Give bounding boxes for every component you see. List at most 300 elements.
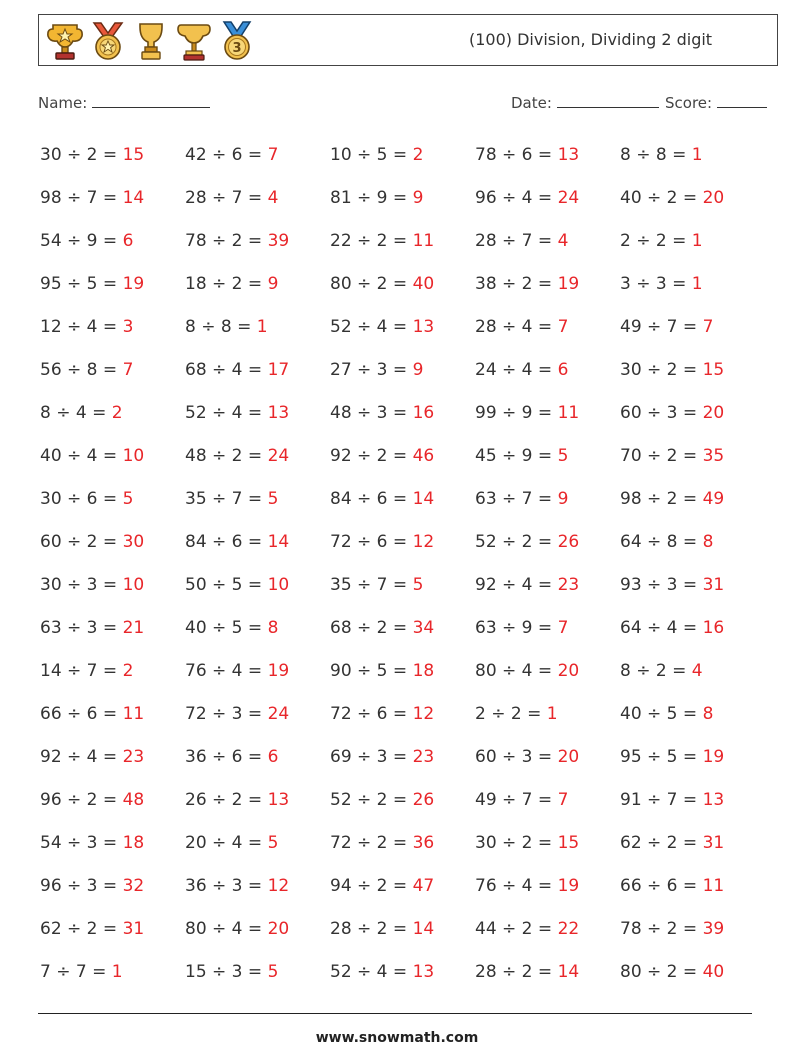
problem-question: 98 ÷ 7 = xyxy=(40,188,123,208)
problem-question: 27 ÷ 3 = xyxy=(330,360,413,380)
problem-item xyxy=(620,221,703,264)
problem-answer: 15 xyxy=(702,360,725,380)
problem-item xyxy=(620,393,724,436)
problem-item xyxy=(40,436,144,479)
problem-item xyxy=(620,608,724,651)
problem-answer: 2 xyxy=(111,403,123,423)
problem-item xyxy=(185,866,289,909)
problem-item xyxy=(330,608,434,651)
problem-question: 80 ÷ 2 = xyxy=(330,274,413,294)
problem-item xyxy=(40,909,144,952)
problem-answer: 10 xyxy=(122,575,145,595)
problem-answer: 13 xyxy=(412,962,435,982)
problem-question: 64 ÷ 4 = xyxy=(620,618,703,638)
problem-answer: 1 xyxy=(691,274,703,294)
problem-answer: 31 xyxy=(702,833,725,853)
problem-question: 28 ÷ 4 = xyxy=(475,317,558,337)
problem-item xyxy=(620,522,713,565)
problem-question: 14 ÷ 7 = xyxy=(40,661,123,681)
problem-item xyxy=(330,178,423,221)
problem-answer: 7 xyxy=(557,317,569,337)
problem-question: 78 ÷ 6 = xyxy=(475,145,558,165)
problem-answer: 1 xyxy=(691,231,703,251)
problem-answer: 5 xyxy=(267,962,279,982)
trophy-plain-icon xyxy=(131,19,171,63)
problem-row xyxy=(40,823,770,866)
problem-question: 68 ÷ 2 = xyxy=(330,618,413,638)
problem-answer: 7 xyxy=(702,317,714,337)
problem-answer: 14 xyxy=(122,188,145,208)
problem-item xyxy=(185,737,278,780)
problem-question: 45 ÷ 9 = xyxy=(475,446,558,466)
problem-item xyxy=(475,565,579,608)
problem-item xyxy=(330,479,434,522)
problem-question: 40 ÷ 5 = xyxy=(185,618,268,638)
problem-item xyxy=(40,264,144,307)
svg-text:3: 3 xyxy=(232,41,242,56)
problem-answer: 1 xyxy=(111,962,123,982)
problem-question: 93 ÷ 3 = xyxy=(620,575,703,595)
problem-question: 24 ÷ 4 = xyxy=(475,360,558,380)
problem-answer: 1 xyxy=(691,145,703,165)
problem-answer: 5 xyxy=(122,489,134,509)
problem-question: 40 ÷ 5 = xyxy=(620,704,703,724)
name-label: Name: xyxy=(38,94,88,112)
problem-item xyxy=(185,307,268,350)
problem-question: 98 ÷ 2 = xyxy=(620,489,703,509)
problem-question: 30 ÷ 2 = xyxy=(40,145,123,165)
problem-answer: 31 xyxy=(702,575,725,595)
problem-item xyxy=(185,135,278,178)
problem-item xyxy=(330,350,423,393)
name-field xyxy=(38,93,210,112)
problem-question: 78 ÷ 2 = xyxy=(185,231,268,251)
problem-answer: 24 xyxy=(267,446,290,466)
problem-question: 76 ÷ 4 = xyxy=(475,876,558,896)
problem-question: 30 ÷ 6 = xyxy=(40,489,123,509)
problem-answer: 18 xyxy=(412,661,435,681)
problem-item xyxy=(475,866,579,909)
problem-answer: 2 xyxy=(412,145,424,165)
trophy-row xyxy=(45,19,260,63)
problem-row xyxy=(40,479,770,522)
problem-row xyxy=(40,307,770,350)
problem-answer: 8 xyxy=(267,618,279,638)
problem-answer: 13 xyxy=(267,403,290,423)
problem-answer: 12 xyxy=(267,876,290,896)
problem-answer: 15 xyxy=(122,145,145,165)
date-label: Date: xyxy=(511,94,552,112)
problem-item xyxy=(475,264,579,307)
problem-item xyxy=(330,307,434,350)
problem-answer: 13 xyxy=(557,145,580,165)
problem-item xyxy=(330,952,434,995)
problem-answer: 10 xyxy=(122,446,145,466)
problem-answer: 11 xyxy=(557,403,580,423)
problem-answer: 7 xyxy=(557,618,569,638)
problem-question: 95 ÷ 5 = xyxy=(620,747,703,767)
problem-answer: 7 xyxy=(267,145,279,165)
problem-question: 91 ÷ 7 = xyxy=(620,790,703,810)
problem-item xyxy=(40,565,144,608)
problem-item xyxy=(475,135,579,178)
problem-question: 56 ÷ 8 = xyxy=(40,360,123,380)
problem-item xyxy=(475,221,568,264)
problem-question: 92 ÷ 4 = xyxy=(475,575,558,595)
problem-answer: 13 xyxy=(267,790,290,810)
problem-item xyxy=(330,436,434,479)
problem-answer: 14 xyxy=(412,919,435,939)
problem-question: 52 ÷ 4 = xyxy=(330,317,413,337)
problem-item xyxy=(330,694,434,737)
problem-row xyxy=(40,522,770,565)
problem-answer: 11 xyxy=(702,876,725,896)
problem-question: 12 ÷ 4 = xyxy=(40,317,123,337)
problem-answer: 35 xyxy=(702,446,725,466)
problem-row xyxy=(40,866,770,909)
problem-item xyxy=(185,952,278,995)
problem-item xyxy=(40,780,144,823)
problem-question: 70 ÷ 2 = xyxy=(620,446,703,466)
problem-question: 52 ÷ 4 = xyxy=(185,403,268,423)
problem-item xyxy=(185,350,289,393)
problem-answer: 5 xyxy=(412,575,424,595)
problem-item xyxy=(475,178,579,221)
problem-item xyxy=(475,307,568,350)
problem-answer: 30 xyxy=(122,532,145,552)
problem-item xyxy=(475,909,579,952)
problem-item xyxy=(185,479,278,522)
problem-answer: 20 xyxy=(702,188,725,208)
problem-question: 54 ÷ 9 = xyxy=(40,231,123,251)
problem-item xyxy=(40,651,133,694)
problem-question: 50 ÷ 5 = xyxy=(185,575,268,595)
problem-item xyxy=(40,393,123,436)
problem-row xyxy=(40,135,770,178)
problem-answer: 40 xyxy=(702,962,725,982)
problem-question: 28 ÷ 2 = xyxy=(475,962,558,982)
problem-item xyxy=(475,780,568,823)
problem-item xyxy=(620,823,724,866)
date-blank xyxy=(557,93,659,108)
problem-item xyxy=(40,307,133,350)
problem-item xyxy=(475,522,579,565)
problem-row xyxy=(40,694,770,737)
problem-item xyxy=(330,823,434,866)
problem-question: 92 ÷ 2 = xyxy=(330,446,413,466)
problem-item xyxy=(330,393,434,436)
problem-item xyxy=(40,350,133,393)
problem-question: 72 ÷ 6 = xyxy=(330,532,413,552)
problem-item xyxy=(185,178,278,221)
problem-row xyxy=(40,952,770,995)
problem-question: 30 ÷ 3 = xyxy=(40,575,123,595)
problem-answer: 39 xyxy=(702,919,725,939)
problem-item xyxy=(475,823,579,866)
problem-question: 7 ÷ 7 = xyxy=(40,962,112,982)
problem-question: 38 ÷ 2 = xyxy=(475,274,558,294)
problem-question: 63 ÷ 9 = xyxy=(475,618,558,638)
problem-answer: 6 xyxy=(267,747,279,767)
problem-item xyxy=(620,780,724,823)
problem-answer: 21 xyxy=(122,618,145,638)
problem-question: 62 ÷ 2 = xyxy=(620,833,703,853)
problem-question: 52 ÷ 2 = xyxy=(475,532,558,552)
problem-question: 26 ÷ 2 = xyxy=(185,790,268,810)
problem-question: 8 ÷ 2 = xyxy=(620,661,692,681)
problem-answer: 26 xyxy=(557,532,580,552)
problem-question: 99 ÷ 9 = xyxy=(475,403,558,423)
worksheet-header xyxy=(38,14,778,66)
problem-answer: 7 xyxy=(122,360,134,380)
problem-item xyxy=(330,522,434,565)
problem-question: 28 ÷ 7 = xyxy=(185,188,268,208)
problem-answer: 24 xyxy=(557,188,580,208)
problem-item xyxy=(620,350,724,393)
problem-answer: 20 xyxy=(267,919,290,939)
problem-question: 94 ÷ 2 = xyxy=(330,876,413,896)
problem-answer: 9 xyxy=(412,360,424,380)
problem-item xyxy=(475,952,579,995)
problem-answer: 6 xyxy=(122,231,134,251)
problem-answer: 32 xyxy=(122,876,145,896)
problem-answer: 19 xyxy=(557,274,580,294)
problem-item xyxy=(40,135,144,178)
problem-question: 22 ÷ 2 = xyxy=(330,231,413,251)
problem-answer: 19 xyxy=(702,747,725,767)
problem-answer: 16 xyxy=(702,618,725,638)
problem-item xyxy=(620,909,724,952)
problem-answer: 1 xyxy=(256,317,268,337)
problem-item xyxy=(40,479,133,522)
problem-question: 80 ÷ 4 = xyxy=(475,661,558,681)
problem-answer: 18 xyxy=(122,833,145,853)
problem-question: 60 ÷ 3 = xyxy=(620,403,703,423)
problem-item xyxy=(475,479,568,522)
problem-answer: 10 xyxy=(267,575,290,595)
problem-answer: 26 xyxy=(412,790,435,810)
problem-answer: 24 xyxy=(267,704,290,724)
problem-item xyxy=(40,608,144,651)
problem-item xyxy=(40,522,144,565)
problem-item xyxy=(185,393,289,436)
problem-question: 90 ÷ 5 = xyxy=(330,661,413,681)
problem-answer: 5 xyxy=(267,489,279,509)
problem-answer: 9 xyxy=(267,274,279,294)
problem-question: 42 ÷ 6 = xyxy=(185,145,268,165)
problem-item xyxy=(40,737,144,780)
problem-question: 3 ÷ 3 = xyxy=(620,274,692,294)
problem-answer: 11 xyxy=(122,704,145,724)
trophy-cup-icon xyxy=(174,19,214,63)
problem-question: 72 ÷ 6 = xyxy=(330,704,413,724)
problem-answer: 23 xyxy=(122,747,145,767)
problem-question: 18 ÷ 2 = xyxy=(185,274,268,294)
problem-item xyxy=(475,608,568,651)
problem-item xyxy=(330,737,434,780)
problem-item xyxy=(40,221,133,264)
problem-answer: 14 xyxy=(412,489,435,509)
problem-question: 60 ÷ 3 = xyxy=(475,747,558,767)
problem-answer: 47 xyxy=(412,876,435,896)
problem-item xyxy=(40,952,123,995)
problem-answer: 49 xyxy=(702,489,725,509)
problem-answer: 19 xyxy=(122,274,145,294)
problem-answer: 4 xyxy=(557,231,569,251)
problem-row xyxy=(40,221,770,264)
problem-item xyxy=(330,651,434,694)
name-blank xyxy=(92,93,210,108)
problem-item xyxy=(475,436,568,479)
problem-question: 78 ÷ 2 = xyxy=(620,919,703,939)
problem-item xyxy=(620,264,703,307)
problem-question: 76 ÷ 4 = xyxy=(185,661,268,681)
problem-item xyxy=(40,694,144,737)
problem-item xyxy=(185,651,289,694)
problem-answer: 14 xyxy=(267,532,290,552)
problem-item xyxy=(620,565,724,608)
problem-item xyxy=(620,479,724,522)
problem-question: 62 ÷ 2 = xyxy=(40,919,123,939)
problem-item xyxy=(620,651,703,694)
problem-item xyxy=(620,952,724,995)
problem-item xyxy=(330,221,434,264)
problem-answer: 23 xyxy=(412,747,435,767)
problem-item xyxy=(330,264,434,307)
problem-question: 15 ÷ 3 = xyxy=(185,962,268,982)
problem-item xyxy=(185,694,289,737)
score-field xyxy=(665,93,767,112)
problem-question: 60 ÷ 2 = xyxy=(40,532,123,552)
problem-item xyxy=(620,694,713,737)
problem-answer: 19 xyxy=(557,876,580,896)
problem-item xyxy=(330,135,423,178)
problem-answer: 9 xyxy=(412,188,424,208)
problem-row xyxy=(40,565,770,608)
problem-question: 68 ÷ 4 = xyxy=(185,360,268,380)
problem-item xyxy=(185,522,289,565)
problem-question: 80 ÷ 2 = xyxy=(620,962,703,982)
problem-answer: 39 xyxy=(267,231,290,251)
problem-question: 10 ÷ 5 = xyxy=(330,145,413,165)
problem-question: 63 ÷ 3 = xyxy=(40,618,123,638)
problem-item xyxy=(620,135,703,178)
problem-question: 30 ÷ 2 = xyxy=(475,833,558,853)
problem-question: 48 ÷ 2 = xyxy=(185,446,268,466)
problem-item xyxy=(620,436,724,479)
problem-question: 96 ÷ 4 = xyxy=(475,188,558,208)
problem-answer: 1 xyxy=(546,704,558,724)
problem-question: 69 ÷ 3 = xyxy=(330,747,413,767)
problem-answer: 22 xyxy=(557,919,580,939)
problem-item xyxy=(330,565,423,608)
problem-item xyxy=(475,694,558,737)
problem-item xyxy=(330,909,434,952)
problem-question: 8 ÷ 8 = xyxy=(185,317,257,337)
medal-star-icon xyxy=(88,19,128,63)
problem-answer: 4 xyxy=(267,188,279,208)
problem-answer: 19 xyxy=(267,661,290,681)
problem-question: 54 ÷ 3 = xyxy=(40,833,123,853)
problem-answer: 5 xyxy=(557,446,569,466)
problem-item xyxy=(475,393,579,436)
medal-three-icon xyxy=(217,19,257,63)
problem-question: 48 ÷ 3 = xyxy=(330,403,413,423)
problem-item xyxy=(620,737,724,780)
problem-item xyxy=(185,823,278,866)
problem-item xyxy=(40,866,144,909)
problem-question: 49 ÷ 7 = xyxy=(475,790,558,810)
problem-row xyxy=(40,780,770,823)
problem-row xyxy=(40,608,770,651)
problem-item xyxy=(185,608,278,651)
problem-item xyxy=(475,350,568,393)
problem-answer: 3 xyxy=(122,317,134,337)
problem-answer: 20 xyxy=(557,661,580,681)
problem-question: 36 ÷ 6 = xyxy=(185,747,268,767)
problem-answer: 20 xyxy=(702,403,725,423)
score-label: Score: xyxy=(665,94,713,112)
problem-question: 8 ÷ 4 = xyxy=(40,403,112,423)
problem-item xyxy=(475,737,579,780)
problem-question: 8 ÷ 8 = xyxy=(620,145,692,165)
problem-row xyxy=(40,737,770,780)
problem-question: 80 ÷ 4 = xyxy=(185,919,268,939)
problem-answer: 16 xyxy=(412,403,435,423)
problem-item xyxy=(185,264,278,307)
problem-question: 66 ÷ 6 = xyxy=(40,704,123,724)
problem-question: 96 ÷ 2 = xyxy=(40,790,123,810)
problem-item xyxy=(330,780,434,823)
trophy-star-icon xyxy=(45,19,85,63)
problem-row xyxy=(40,436,770,479)
problem-item xyxy=(185,780,289,823)
problem-item xyxy=(185,565,289,608)
problem-answer: 8 xyxy=(702,704,714,724)
problem-answer: 5 xyxy=(267,833,279,853)
problem-row xyxy=(40,264,770,307)
problem-row xyxy=(40,350,770,393)
problem-answer: 15 xyxy=(557,833,580,853)
problem-question: 35 ÷ 7 = xyxy=(185,489,268,509)
problem-answer: 31 xyxy=(122,919,145,939)
problem-question: 40 ÷ 4 = xyxy=(40,446,123,466)
problem-item xyxy=(185,436,289,479)
problem-answer: 46 xyxy=(412,446,435,466)
problem-question: 64 ÷ 8 = xyxy=(620,532,703,552)
problem-answer: 14 xyxy=(557,962,580,982)
problem-item xyxy=(620,866,724,909)
problem-answer: 48 xyxy=(122,790,145,810)
problem-question: 72 ÷ 3 = xyxy=(185,704,268,724)
problem-answer: 9 xyxy=(557,489,569,509)
problem-answer: 23 xyxy=(557,575,580,595)
problem-question: 2 ÷ 2 = xyxy=(475,704,547,724)
problem-answer: 34 xyxy=(412,618,435,638)
problem-question: 84 ÷ 6 = xyxy=(330,489,413,509)
problem-question: 92 ÷ 4 = xyxy=(40,747,123,767)
problem-item xyxy=(330,866,434,909)
problem-answer: 13 xyxy=(702,790,725,810)
problem-answer: 12 xyxy=(412,532,435,552)
score-blank xyxy=(717,93,767,108)
problem-row xyxy=(40,651,770,694)
problem-item xyxy=(620,178,724,221)
problem-answer: 12 xyxy=(412,704,435,724)
problem-answer: 7 xyxy=(557,790,569,810)
problem-question: 35 ÷ 7 = xyxy=(330,575,413,595)
problem-question: 63 ÷ 7 = xyxy=(475,489,558,509)
